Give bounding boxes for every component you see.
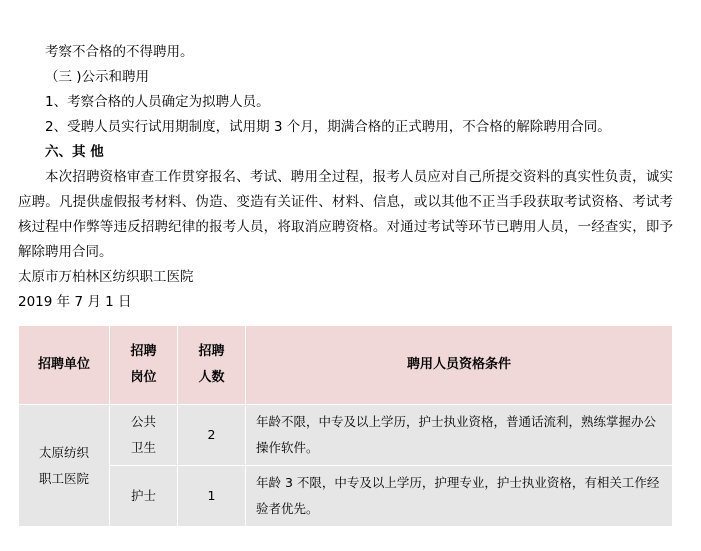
document-body [18, 40, 673, 315]
header-count [178, 326, 246, 405]
cell-count: 2 [178, 405, 246, 466]
header-post [110, 326, 178, 405]
cell-post [110, 405, 178, 466]
header-post-line1: 招聘 [130, 344, 157, 359]
cell-conditions: 年龄不限，中专及以上学历，护士执业资格，普通话流利，熟练掌握办公操作软件。 [246, 405, 673, 466]
paragraph-5: 本次招聘资格审查工作贯穿报名、考试、聘用全过程，报考人员应对自己所提交资料的真实性负责，诚实应聘。凡提供虚假报考材料、伪造、变造有关证件、材料、信息，或以其他不正当手段获取考试资格、考试考核过程中作弊等违反招聘纪律的报考人员，将取消应聘资格。对通过考试等环节已聘用人员，一经查实，即予解除聘用合同。 [18, 169, 673, 260]
cell-unit-line1: 太原纺织 [38, 444, 89, 460]
header-unit: 招聘单位 [19, 326, 110, 405]
section-heading-six: 六、其 他 [45, 144, 104, 160]
table-header-row [19, 326, 673, 405]
header-count-line2: 人数 [198, 370, 225, 385]
header-conditions: 聘用人员资格条件 [246, 326, 673, 405]
recruitment-table [18, 325, 673, 527]
table-header [19, 326, 673, 405]
cell-post: 护士 [110, 466, 178, 527]
cell-conditions: 年龄 3 不限，中专及以上学历，护理专业，护士执业资格，有相关工作经验者优先。 [246, 466, 673, 527]
cell-unit [19, 405, 110, 527]
header-count-line1: 招聘 [198, 344, 225, 359]
signature-date: 2019 年 7 月 1 日 [18, 294, 132, 310]
cell-count: 1 [178, 466, 246, 527]
cell-post-line2: 卫生 [130, 440, 156, 455]
table-row [19, 466, 673, 527]
table-body [19, 405, 673, 527]
paragraph-4: 2、受聘人员实行试用期制度，试用期 3 个月，期满合格的正式聘用，不合格的解除聘用合同。 [45, 119, 611, 135]
cell-post-line1: 公共 [130, 414, 156, 429]
cell-unit-line2: 职工医院 [38, 470, 89, 486]
paragraph-2: （三 )公示和聘用 [45, 69, 150, 85]
table-row [19, 405, 673, 466]
paragraph-1: 考察不合格的不得聘用。 [45, 44, 194, 60]
paragraph-3: 1、考察合格的人员确定为拟聘人员。 [45, 94, 270, 110]
header-post-line2: 岗位 [130, 370, 157, 385]
signature-organization: 太原市万柏林区纺织职工医院 [18, 269, 194, 285]
